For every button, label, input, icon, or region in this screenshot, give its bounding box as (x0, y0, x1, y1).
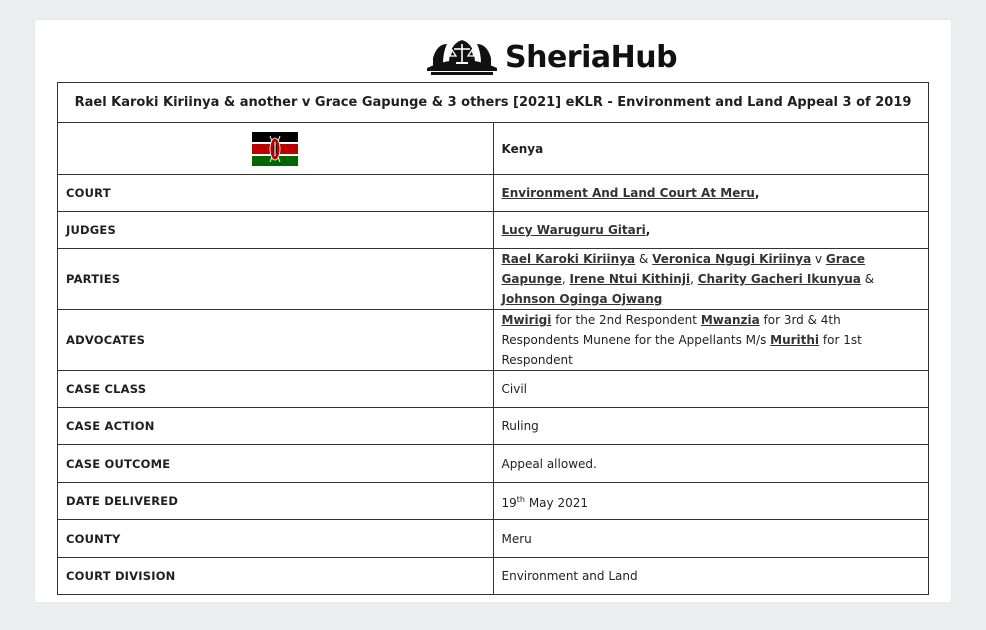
party-link[interactable]: Grace Gapunge (501, 252, 866, 286)
case-card (35, 20, 951, 602)
party-link[interactable]: Irene Ntui Kithinji (569, 272, 691, 286)
parties-separator: & (635, 252, 653, 266)
advocate-link[interactable]: Mwanzia (700, 313, 760, 327)
court-link[interactable]: Environment And Land Court At Meru (501, 186, 755, 200)
parties-separator: , (561, 272, 570, 286)
party-link[interactable]: Veronica Ngugi Kiriinya (652, 252, 812, 266)
flag-cell (58, 123, 494, 175)
party-link[interactable]: Johnson Oginga Ojwang (501, 292, 663, 306)
table-row (58, 212, 929, 249)
advocates-text: for the 2nd Respondent (551, 313, 701, 327)
sheriahub-logo[interactable] (425, 34, 677, 80)
county-value: Meru (493, 520, 929, 558)
court-suffix: , (754, 186, 760, 200)
table-row (58, 483, 929, 520)
advocate-link[interactable]: Mwirigi (501, 313, 552, 327)
country-name: Kenya (493, 123, 929, 175)
court-division-value: Environment and Land (493, 558, 929, 595)
table-row (58, 445, 929, 483)
date-delivered-value (493, 483, 929, 520)
advocates-value (493, 310, 929, 371)
case-title: Rael Karoki Kiriinya & another v Grace Gapunge & 3 others [2021] eKLR - Environment and Land Appeal 3 of 2019 (58, 83, 929, 123)
date-day: 19 (501, 495, 517, 510)
brand-name: SheriaHub (505, 39, 678, 75)
table-row (58, 558, 929, 595)
case-outcome-label: CASE OUTCOME (58, 445, 494, 483)
table-row (58, 408, 929, 445)
advocate-link[interactable]: Murithi (770, 333, 820, 347)
date-delivered-label: DATE DELIVERED (58, 483, 494, 520)
parties-separator: & (860, 272, 875, 286)
judges-label: JUDGES (58, 212, 494, 249)
case-action-value: Ruling (493, 408, 929, 445)
kenya-flag-icon (252, 132, 298, 166)
court-label: COURT (58, 175, 494, 212)
court-division-label: COURT DIVISION (58, 558, 494, 595)
table-row (58, 83, 929, 123)
courthouse-scales-icon (425, 38, 499, 76)
court-value (493, 175, 929, 212)
table-row (58, 249, 929, 310)
judges-value (493, 212, 929, 249)
judge-link[interactable]: Lucy Waruguru Gitari (501, 223, 646, 237)
case-action-label: CASE ACTION (58, 408, 494, 445)
case-metadata-table (57, 82, 929, 595)
case-outcome-value: Appeal allowed. (493, 445, 929, 483)
county-label: COUNTY (58, 520, 494, 558)
date-day-suffix: th (516, 494, 525, 504)
parties-separator: , (690, 272, 698, 286)
table-row (58, 123, 929, 175)
table-row (58, 310, 929, 371)
table-row (58, 371, 929, 408)
party-link[interactable]: Rael Karoki Kiriinya (501, 252, 636, 266)
advocates-text: for 1st Respondent (501, 333, 862, 367)
date-rest: May 2021 (525, 495, 588, 510)
parties-versus: v (811, 252, 826, 266)
table-row (58, 175, 929, 212)
parties-label: PARTIES (58, 249, 494, 310)
case-class-label: CASE CLASS (58, 371, 494, 408)
parties-value (493, 249, 929, 310)
case-class-value: Civil (493, 371, 929, 408)
judges-suffix: , (645, 223, 651, 237)
advocates-label: ADVOCATES (58, 310, 494, 371)
party-link[interactable]: Charity Gacheri Ikunyua (697, 272, 861, 286)
table-row (58, 520, 929, 558)
advocates-text: for 3rd & 4th Respondents Munene for the Appellants M/s (501, 313, 841, 347)
